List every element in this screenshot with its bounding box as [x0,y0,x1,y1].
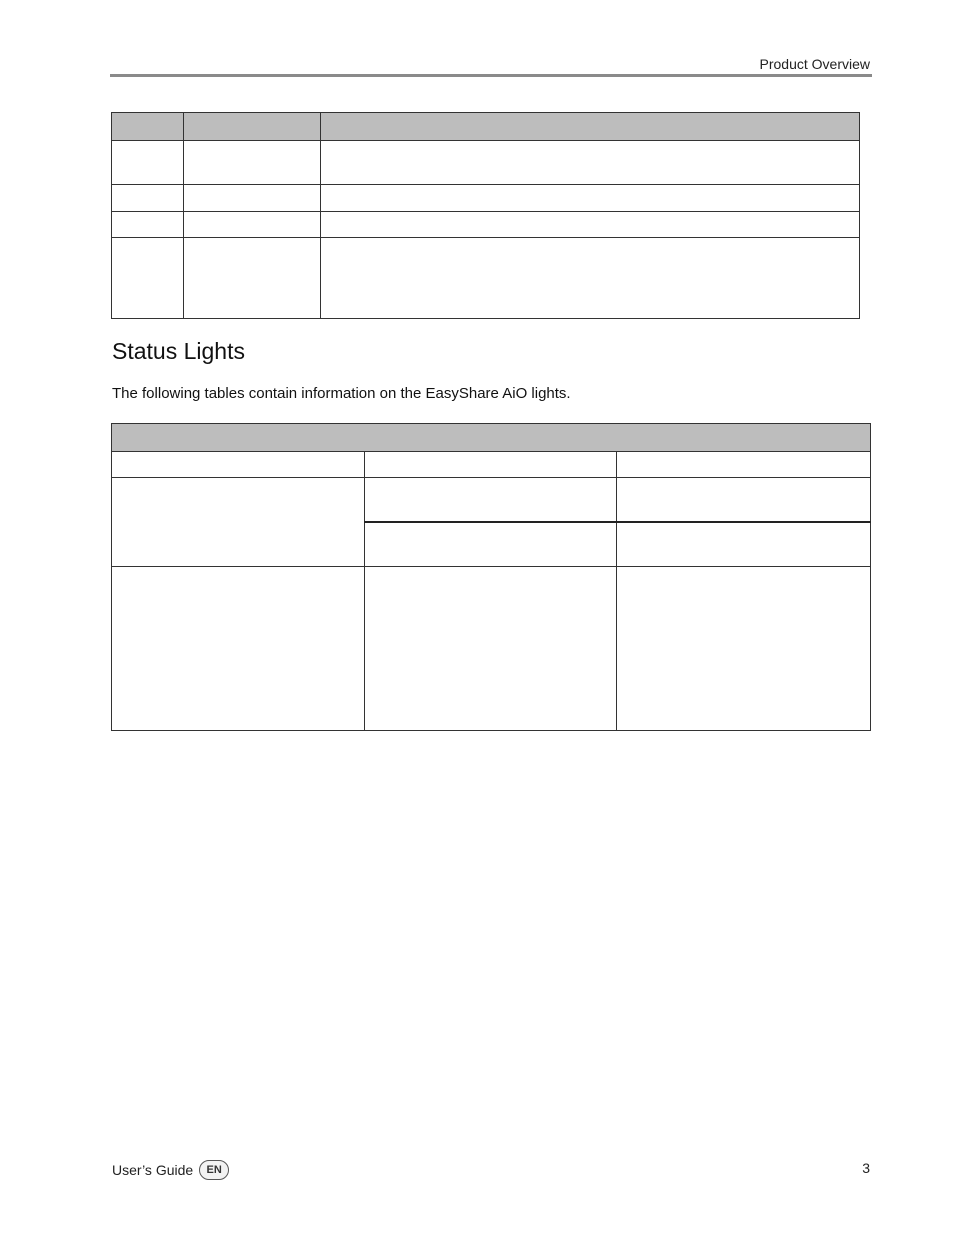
table-cell [184,185,321,212]
table-cell [365,478,617,523]
table-header-cell [617,452,871,478]
table-title-cell [112,424,871,452]
table-cell [321,185,860,212]
table-cell [321,141,860,185]
table-header-cell [321,113,860,141]
table-cell [617,478,871,523]
table-header-cell [112,452,365,478]
table-cell [617,567,871,731]
table-header-cell [112,113,184,141]
footer-guide [112,1160,229,1180]
table-row [112,238,860,319]
table-row [112,185,860,212]
table-cell [321,212,860,238]
table-row [112,141,860,185]
table-cell [112,478,365,567]
table-cell [365,567,617,731]
table-cell [321,238,860,319]
intro-paragraph: The following tables contain information on the EasyShare AiO lights. [112,385,571,402]
table-cell [112,141,184,185]
table-cell [112,212,184,238]
page-number: 3 [862,1160,870,1176]
product-overview-table [111,112,860,319]
footer-guide-label: User’s Guide [112,1162,194,1178]
table-header-row [112,113,860,141]
language-badge-icon: EN [199,1160,229,1180]
table-cell [184,238,321,319]
table-row [112,478,871,523]
table-header-cell [184,113,321,141]
section-heading: Status Lights [112,338,245,364]
table-cell [184,212,321,238]
running-header-section: Product Overview [759,56,870,72]
table-cell [617,522,871,567]
table-header-row [112,452,871,478]
table-title-row [112,424,871,452]
header-rule [110,74,872,77]
table-cell [112,185,184,212]
table-cell [112,238,184,319]
table-header-cell [365,452,617,478]
table-row [112,567,871,731]
status-lights-table [111,423,871,731]
table-row [112,212,860,238]
table-cell [112,567,365,731]
table-cell [365,522,617,567]
table-cell [184,141,321,185]
